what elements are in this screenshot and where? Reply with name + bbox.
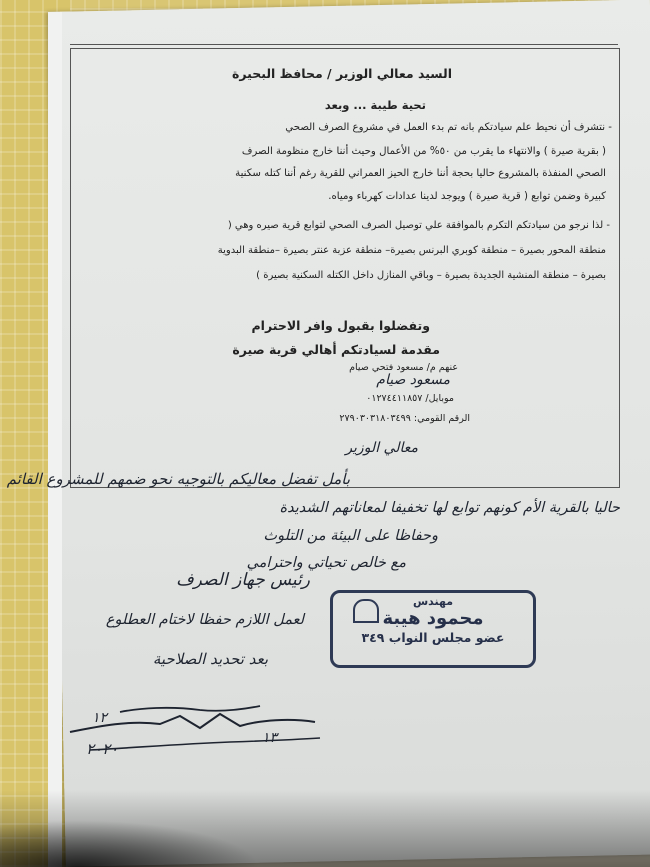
body-line-6: منطقة المحور بصيرة – منطقة كوبري البرنس بصيرة– منطقة عزبة عنتر بصيرة –منطقة البدوية [217,245,606,256]
body-line-4: كبيرة وضمن توابع ( قرية صيرة ) ويوجد لدينا عدادات كهرباء ومياه. [328,191,606,202]
referral-signature [60,690,330,780]
body-line-5: - لذا نرجو من سيادتكم التكرم بالموافقة علي توصيل الصرف الصحي لتوابع قرية صيره وهي ( [227,220,610,231]
referral-line-2: لعمل اللازم حفظا لاختام العطلوع [105,612,304,628]
letter-closing: وتفضلوا بقبول وافر الاحترام [251,318,430,333]
annotation-salutation: معالي الوزير [345,440,418,456]
representative-national-id: الرقم القومي: ٢٧٩٠٣٠٣١٨٠٣٤٩٩ [339,413,470,424]
referral-line-1: رئيس جهاز الصرف [176,570,310,590]
stamp-role: عضو مجلس النواب ٣٤٩ [361,630,505,645]
representative-signature: مسعود صيام [376,372,450,388]
referral-line-3: بعد تحديد الصلاحية [152,650,268,668]
annotation-line-2: حاليا بالقرية الأم كونهم توابع لها تخفيفا لمعاناتهم الشديدة [279,500,620,516]
annotation-line-1: بأمل تفضل معاليكم بالتوجيه نحو ضمهم للمشروع القائم [6,470,350,488]
annotation-line-4: مع خالص تحياتي واحترامي [246,555,406,571]
letter-submitted-by: مقدمة لسيادتكم أهالي قرية صيرة [232,342,440,357]
letter-title: السيد معالي الوزير / محافظ البحيرة [231,66,452,81]
body-line-7: بصيرة – منطقة المنشية الجديدة بصيرة – وباقي المنازل داخل الكتله السكنية بصيرة ) [256,270,606,281]
referral-date-year: ٢٠٢٠ [86,740,119,758]
frame-top-line [70,44,618,46]
photo-shadow-corner [0,820,260,867]
stamp-dome-icon [353,599,379,623]
representative-mobile: موبايل/ ٠١٢٧٤٤١١٨٥٧ [366,393,454,404]
stamp-title: مهندس [412,595,454,608]
annotation-line-3: وحفاظا على البيئة من التلوث [263,528,438,544]
stamp-name: محمود هيبة [382,608,484,629]
body-line-3: الصحي المنفذة بالمشروع حاليا بحجة أننا خارج الحيز العمراني للقرية رغم أننا كتله سكنية [235,168,606,179]
referral-date-month: ١٣ [262,730,278,746]
representative-name: عنهم م/ مسعود فتحي صيام [349,362,458,373]
body-line-2: ( بقرية صيرة ) والانتهاء ما يقرب من ٥٠% من الأعمال وحيث أننا خارج منظومة الصرف [241,146,606,157]
referral-date-day: ١٢ [92,710,108,726]
letter-greeting: تحية طيبة ... وبعد [324,98,426,112]
mp-stamp [330,590,536,668]
body-line-1: - نتشرف أن نحيط علم سيادتكم بانه تم بدء العمل في مشروع الصرف الصحي [285,122,612,133]
